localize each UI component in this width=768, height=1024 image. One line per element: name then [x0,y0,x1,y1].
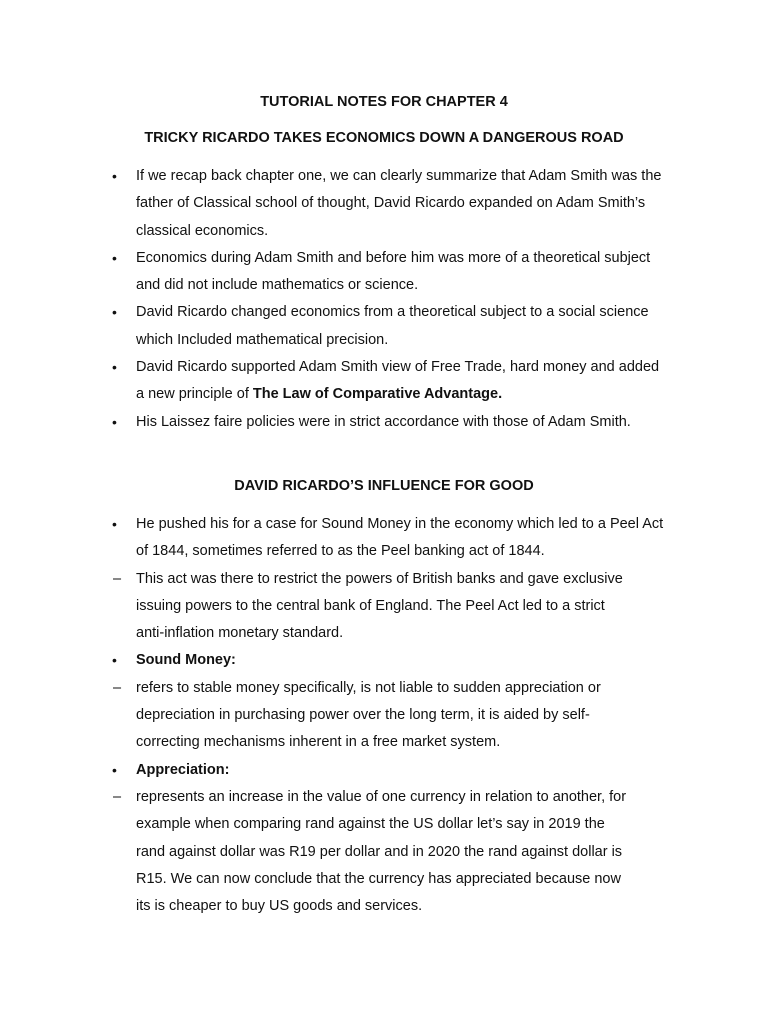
page-title: TUTORIAL NOTES FOR CHAPTER 4 [260,94,508,110]
bullet-icon: • [112,304,117,321]
list-item [0,354,671,409]
influence-bullet-list [0,511,768,920]
comparative-advantage-term: The Law of Comparative Advantage. [252,386,503,403]
sub-list-item [91,675,628,757]
page-subtitle: TRICKY RICARDO TAKES ECONOMICS DOWN A DANGEROUS ROAD [144,130,624,146]
sub-list-item-text: This act was there to restrict the powers of British banks and gave exclusive issuing powers to the central bank of England. The Peel Act led to a strict anti-inflation monetary standard. [136,570,623,642]
sub-list-item [91,566,628,648]
list-item [0,757,671,921]
list-item-text: He pushed his for a case for Sound Money in the economy which led to a Peel Act of 1844, sometimes referred to as the Peel banking act of 1844. [136,516,664,560]
list-item [0,511,671,647]
dash-icon: – [113,788,122,805]
list-item-text: David Ricardo changed economics from a theoretical subject to a social science which Included mathematical precision. [136,304,649,348]
bullet-icon: • [112,413,117,430]
list-item-text: If we recap back chapter one, we can clearly summarize that Adam Smith was the father of Classical school of thought, David Ricardo expanded on Adam Smith’s classical economics. [136,168,662,239]
bullet-icon: • [112,652,117,669]
list-item-text: His Laissez faire policies were in strict accordance with those of Adam Smith. [136,413,631,430]
sub-list-item-text: represents an increase in the value of one currency in relation to another, for example when comparing rand against the US dollar let’s say in 2019 the rand against dollar was R19 per dollar and in 2020 the rand against dollar is R15. We can now conclude that the currency has appreciated because now its is cheaper to buy US goods and services. [136,788,627,915]
list-item [0,647,671,756]
intro-bullet-list [0,163,768,436]
sub-list [91,566,671,648]
list-item-text: David Ricardo supported Adam Smith view of Free Trade, hard money and added a new principle of [136,359,660,403]
section-title-influence: DAVID RICARDO’S INFLUENCE FOR GOOD [234,478,534,494]
sub-list [91,675,671,757]
list-item [0,245,671,300]
list-item-text: Economics during Adam Smith and before him was more of a theoretical subject and did not include mathematics or science. [136,249,651,294]
list-item [0,299,671,354]
list-item [0,163,671,245]
dash-icon: – [113,570,122,587]
bullet-icon: • [112,168,117,184]
sound-money-label: Sound Money: [136,652,236,669]
dash-icon: – [113,679,122,696]
bullet-icon: • [112,359,117,376]
bullet-icon: • [112,516,117,532]
bullet-icon: • [112,761,117,778]
bullet-icon: • [112,249,117,266]
appreciation-label: Appreciation: [136,761,230,778]
sub-list [91,784,671,920]
sub-list-item-text: refers to stable money specifically, is not liable to sudden appreciation or depreciation in purchasing power over the long term, it is aided by self-correcting mechanisms inherent in a free market system. [136,679,601,751]
sub-list-item [91,784,628,920]
list-item [0,409,671,436]
